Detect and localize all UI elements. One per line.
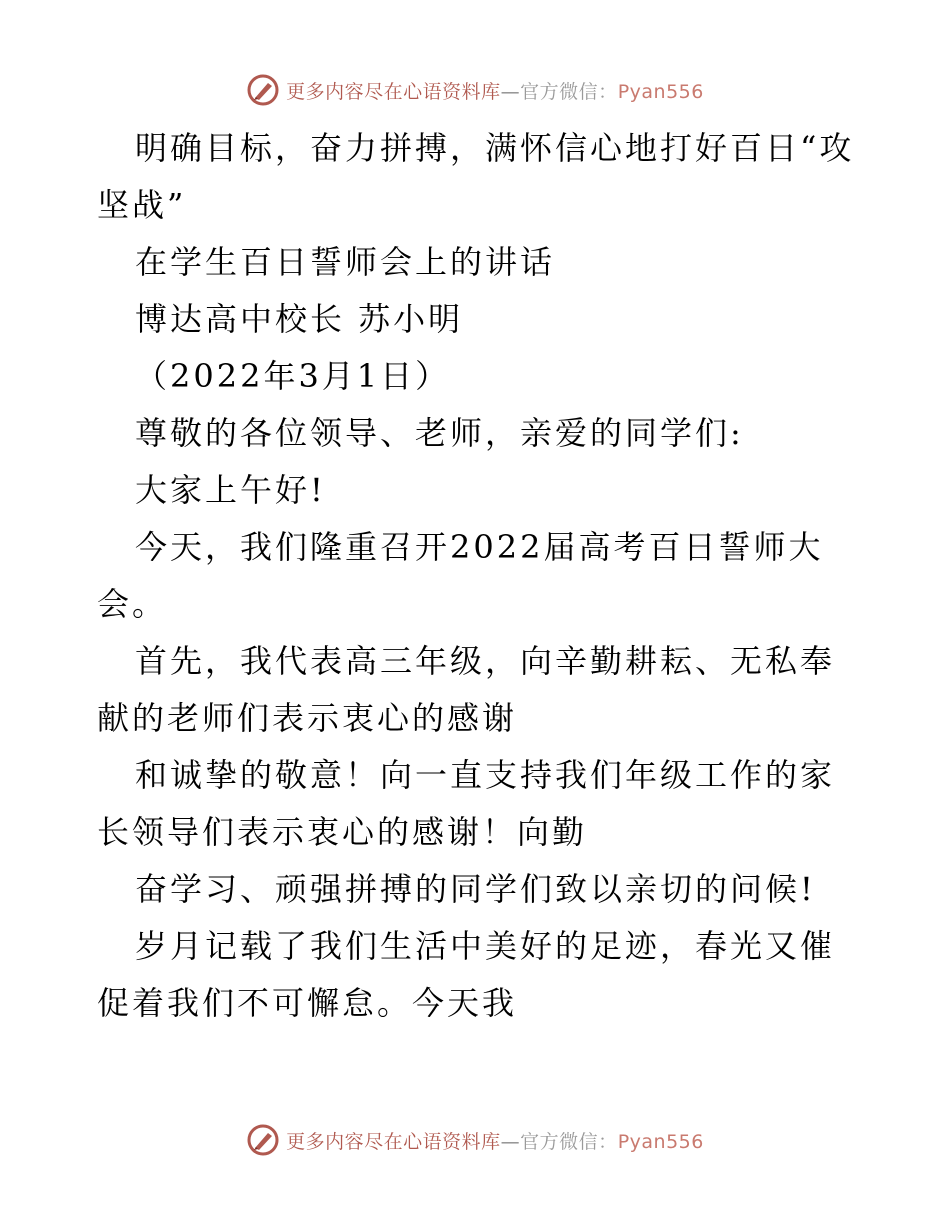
body-paragraph: 今天，我们隆重召开2022届高考百日誓师大会。	[97, 528, 824, 623]
date-line: （2022年3月1日）	[135, 357, 451, 395]
body-paragraph: 和诚挚的敬意！向一直支持我们年级工作的家长领导们表示衷心的感谢！向勤	[97, 756, 836, 851]
document-subtitle: 在学生百日誓师会上的讲话	[135, 243, 556, 281]
pen-logo-icon	[246, 1123, 280, 1157]
greeting: 大家上午好!	[135, 471, 326, 509]
footer-watermark	[0, 1120, 950, 1160]
document-title: 明确目标，奋力拼搏，满怀信心地打好百日“攻坚战”	[97, 129, 855, 224]
body-paragraph: 岁月记载了我们生活中美好的足迹，春光又催促着我们不可懈怠。今天我	[97, 927, 836, 1022]
body-paragraph: 首先，我代表高三年级，向辛勤耕耘、无私奉献的老师们表示衷心的感谢	[97, 642, 836, 737]
watermark-text: 更多内容尽在心语资料库—官方微信：Pyan556	[286, 1130, 704, 1153]
document-body	[97, 120, 857, 1032]
watermark-text: 更多内容尽在心语资料库—官方微信：Pyan556	[286, 80, 704, 103]
body-paragraph: 奋学习、顽强拼搏的同学们致以亲切的问候!	[135, 870, 816, 908]
pen-logo-icon	[246, 73, 280, 107]
salutation: 尊敬的各位领导、老师，亲爱的同学们:	[135, 414, 744, 452]
author-line: 博达高中校长 苏小明	[135, 300, 464, 338]
header-watermark	[0, 70, 950, 110]
